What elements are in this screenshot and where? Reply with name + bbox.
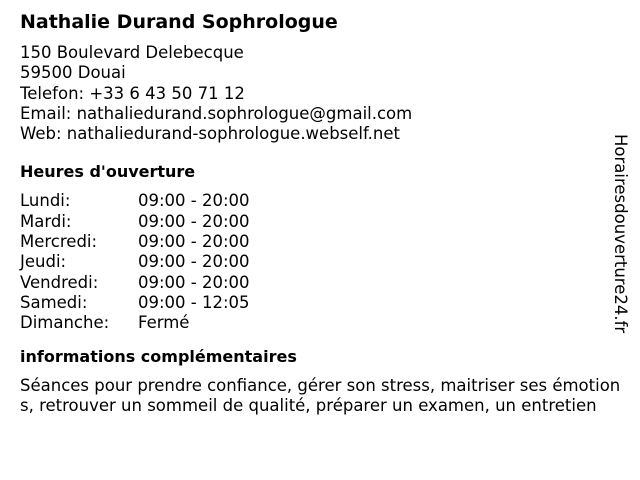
hours-time: 09:00 - 20:00: [138, 272, 250, 292]
phone-line: Telefon: +33 6 43 50 71 12: [20, 83, 245, 103]
hours-day: Lundi:: [20, 191, 71, 211]
hours-time: 09:00 - 20:00: [138, 232, 250, 252]
hours-time: 09:00 - 12:05: [138, 292, 250, 312]
hours-row: [20, 191, 620, 211]
hours-time: Fermé: [138, 313, 190, 333]
hours-row: [20, 252, 620, 272]
contact-block: [20, 43, 620, 144]
hours-time: 09:00 - 20:00: [138, 191, 250, 211]
business-name: Nathalie Durand Sophrologue: [20, 11, 338, 33]
hours-day: Jeudi:: [20, 252, 67, 272]
hours-row: [20, 293, 620, 313]
hours-heading: Heures d'ouverture: [20, 162, 196, 182]
hours-row: [20, 212, 620, 232]
business-card: [20, 10, 620, 417]
hours-row: [20, 273, 620, 293]
hours-day: Samedi:: [20, 292, 88, 312]
hours-day: Mercredi:: [20, 232, 98, 252]
watermark: Horairesdouverture24.fr: [611, 134, 630, 334]
email-line: Email: nathaliedurand.sophrologue@gmail.com: [20, 103, 413, 123]
address-street: 150 Boulevard Delebecque: [20, 43, 244, 62]
hours-day: Mardi:: [20, 211, 72, 231]
hours-row: [20, 232, 620, 252]
hours-time: 09:00 - 20:00: [138, 252, 250, 272]
address-city: 59500 Douai: [20, 63, 126, 83]
info-text: Séances pour prendre confiance, gérer son stress, maitriser ses émotions, retrouver un sommeil de qualité, préparer un examen, un entretien: [20, 375, 621, 416]
info-heading: informations complémentaires: [20, 346, 297, 366]
hours-row: [20, 313, 620, 333]
hours-day: Dimanche:: [20, 313, 110, 333]
hours-time: 09:00 - 20:00: [138, 211, 250, 231]
hours-table: [20, 191, 620, 333]
hours-day: Vendredi:: [20, 272, 99, 292]
web-line: Web: nathaliedurand-sophrologue.webself.net: [20, 124, 400, 144]
